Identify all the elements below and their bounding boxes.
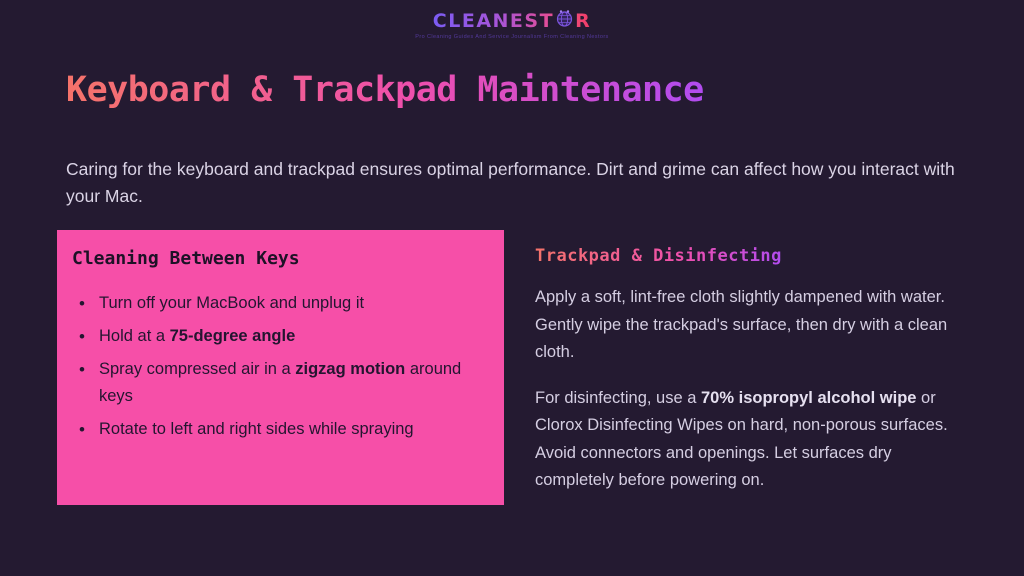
card-heading: Cleaning Between Keys: [72, 248, 300, 269]
disinfecting-paragraph: For disinfecting, use a 70% isopropyl alcohol wipe or Clorox Disinfecting Wipes on hard, non-porous surfaces. Avoid connectors and openings. Let surfaces dry completely before powering on.: [535, 388, 948, 489]
intro-paragraph: Caring for the keyboard and trackpad ensures optimal performance. Dirt and grime can affect how you interact with your Mac.: [66, 159, 955, 206]
cleaning-card: [57, 230, 504, 505]
list-item: • Hold at a 75-degree angle: [72, 323, 488, 350]
logo-text-left: CLEANEST: [432, 10, 555, 32]
page-title: Keyboard & Trackpad Maintenance: [66, 70, 704, 110]
list-item: • Turn off your MacBook and unplug it: [72, 290, 488, 317]
trackpad-section: [535, 246, 959, 495]
header-logo: [0, 10, 1024, 40]
logo-tagline: Pro Cleaning Guides And Service Journalism From Cleaning Nestors: [415, 34, 609, 40]
logo-text-right: R: [575, 10, 592, 32]
trackpad-heading: Trackpad & Disinfecting: [535, 246, 782, 266]
globe-icon: [556, 10, 573, 32]
list-item: • Rotate to left and right sides while spraying: [72, 416, 488, 443]
card-bullet-list: [72, 290, 488, 443]
list-item: • Spray compressed air in a zigzag motion around keys: [72, 356, 488, 410]
trackpad-paragraph: Apply a soft, lint-free cloth slightly dampened with water. Gently wipe the trackpad's surface, then dry with a clean cloth.: [535, 288, 948, 361]
